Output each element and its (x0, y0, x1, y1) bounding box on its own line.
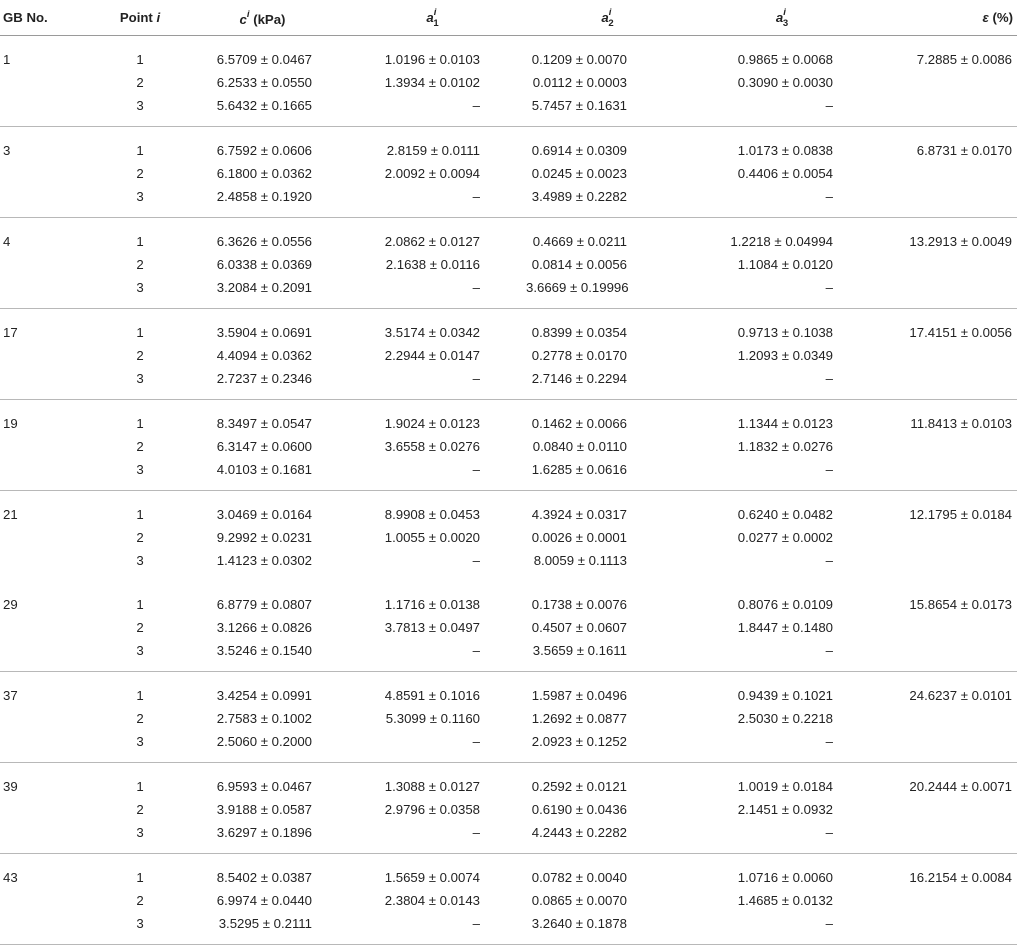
c-value-cell: 6.7592 ± 0.0606 (216, 143, 312, 158)
a1-value-cell: 8.9908 ± 0.0453 (384, 507, 480, 522)
point-cell: 2 (136, 439, 144, 454)
a1-value-cell: 2.8159 ± 0.0111 (386, 143, 480, 158)
table-row (0, 526, 1017, 549)
c-value-cell: 6.8779 ± 0.0807 (216, 597, 312, 612)
point-cell: 1 (136, 143, 144, 158)
a1-value-cell: 1.3088 ± 0.0127 (384, 779, 480, 794)
a3-value-cell: 0.8076 ± 0.0109 (737, 597, 833, 612)
gb-number-cell: 1 (3, 52, 11, 67)
a1-value-cell: 1.0196 ± 0.0103 (384, 52, 480, 67)
point-cell: 3 (100, 276, 180, 309)
header-a2: $a^i_2$ (520, 0, 695, 36)
a3-value-cell: 0.9865 ± 0.0068 (737, 52, 833, 67)
a1-value-cell: – (345, 367, 520, 400)
a2-value-cell: 0.6190 ± 0.0436 (531, 802, 627, 817)
point-cell: 3 (100, 458, 180, 491)
table-row (0, 730, 1017, 763)
a1-value-cell: 1.3934 ± 0.0102 (384, 75, 480, 90)
a1-value-cell: – (345, 458, 520, 491)
gb-number-cell (0, 912, 100, 945)
epsilon-cell (869, 707, 1017, 730)
gb-number-cell (0, 639, 100, 672)
a2-value-cell: 0.6914 ± 0.0309 (531, 143, 627, 158)
table-row (0, 185, 1017, 218)
epsilon-cell: 13.2913 ± 0.0049 (909, 234, 1012, 249)
epsilon-cell (869, 526, 1017, 549)
table-row (0, 707, 1017, 730)
table-row (0, 435, 1017, 458)
point-cell: 2 (136, 530, 144, 545)
point-cell: 1 (136, 870, 144, 885)
a3-value-cell: 1.0716 ± 0.0060 (737, 870, 833, 885)
epsilon-cell (869, 185, 1017, 218)
c-value-cell: 6.2533 ± 0.0550 (216, 75, 312, 90)
point-cell: 3 (100, 821, 180, 854)
gb-number-cell (0, 526, 100, 549)
gb-number-cell (0, 889, 100, 912)
c-value-cell: 3.2084 ± 0.2091 (180, 276, 345, 309)
a1-value-cell: 1.0055 ± 0.0020 (384, 530, 480, 545)
header-a3: $a^i_3$ (695, 0, 869, 36)
gb-number-cell (0, 616, 100, 639)
c-value-cell: 6.9974 ± 0.0440 (216, 893, 312, 908)
point-cell: 1 (136, 234, 144, 249)
a3-value-cell: 0.9439 ± 0.1021 (737, 688, 833, 703)
table-row (0, 127, 1017, 163)
header-point: Point i (100, 0, 180, 36)
a3-value-cell: 1.1832 ± 0.0276 (737, 439, 833, 454)
table-row (0, 639, 1017, 672)
point-cell: 2 (136, 711, 144, 726)
c-value-cell: 2.7237 ± 0.2346 (180, 367, 345, 400)
c-value-cell: 3.6297 ± 0.1896 (180, 821, 345, 854)
epsilon-cell (869, 616, 1017, 639)
point-cell: 1 (136, 507, 144, 522)
epsilon-cell (869, 798, 1017, 821)
a2-value-cell: 0.2778 ± 0.0170 (531, 348, 627, 363)
c-value-cell: 9.2992 ± 0.0231 (216, 530, 312, 545)
gb-number-cell (0, 821, 100, 854)
a3-value-cell: 1.1344 ± 0.0123 (737, 416, 833, 431)
epsilon-cell (869, 94, 1017, 127)
a2-value-cell: 3.5659 ± 0.1611 (520, 639, 695, 672)
a3-value-cell: 1.0019 ± 0.0184 (737, 779, 833, 794)
a2-value-cell: 0.0112 ± 0.0003 (532, 75, 627, 90)
table-row (0, 71, 1017, 94)
gb-number-cell (0, 435, 100, 458)
gb-number-cell: 3 (3, 143, 11, 158)
epsilon-cell (869, 821, 1017, 854)
point-cell: 2 (136, 348, 144, 363)
a3-value-cell: – (695, 458, 869, 491)
table-row (0, 491, 1017, 527)
a1-value-cell: – (472, 553, 480, 568)
a3-value-cell: – (825, 553, 833, 568)
a2-value-cell: 2.7146 ± 0.2294 (520, 367, 695, 400)
a3-value-cell: 1.1084 ± 0.0120 (737, 257, 833, 272)
epsilon-cell (869, 912, 1017, 945)
a1-value-cell: 2.0862 ± 0.0127 (384, 234, 480, 249)
c-value-cell: 6.9593 ± 0.0467 (216, 779, 312, 794)
a2-value-cell: 0.0814 ± 0.0056 (531, 257, 627, 272)
a2-value-cell: 0.1209 ± 0.0070 (531, 52, 627, 67)
a3-value-cell: – (695, 639, 869, 672)
a1-value-cell: 2.0092 ± 0.0094 (384, 166, 480, 181)
c-value-cell: 6.3147 ± 0.0600 (216, 439, 312, 454)
table-row (0, 549, 1017, 581)
a2-value-cell: 8.0059 ± 0.1113 (533, 553, 627, 568)
c-value-cell: 1.4123 ± 0.0302 (216, 553, 312, 568)
gb-number-cell (0, 94, 100, 127)
a3-value-cell: – (695, 821, 869, 854)
a1-value-cell: 3.6558 ± 0.0276 (384, 439, 480, 454)
c-value-cell: 3.4254 ± 0.0991 (216, 688, 312, 703)
a1-value-cell: 1.5659 ± 0.0074 (384, 870, 480, 885)
point-cell: 1 (136, 416, 144, 431)
epsilon-cell (869, 253, 1017, 276)
gb-number-cell (0, 730, 100, 763)
a2-value-cell: 0.0245 ± 0.0023 (531, 166, 627, 181)
c-value-cell: 2.7583 ± 0.1002 (216, 711, 312, 726)
table-row (0, 672, 1017, 708)
a1-value-cell: – (345, 730, 520, 763)
a3-value-cell: 1.0173 ± 0.0838 (737, 143, 833, 158)
a2-value-cell: 3.4989 ± 0.2282 (520, 185, 695, 218)
epsilon-cell (869, 639, 1017, 672)
point-cell: 3 (100, 94, 180, 127)
a2-value-cell: 4.2443 ± 0.2282 (520, 821, 695, 854)
header-row (0, 0, 1017, 36)
epsilon-cell (869, 889, 1017, 912)
point-cell: 2 (136, 257, 144, 272)
a2-value-cell: 2.0923 ± 0.1252 (520, 730, 695, 763)
c-value-cell: 6.3626 ± 0.0556 (216, 234, 312, 249)
table-row (0, 616, 1017, 639)
epsilon-cell: 15.8654 ± 0.0173 (909, 597, 1012, 612)
c-value-cell: 8.5402 ± 0.0387 (216, 870, 312, 885)
a2-value-cell: 1.5987 ± 0.0496 (531, 688, 627, 703)
table-row (0, 458, 1017, 491)
a2-value-cell: 3.6669 ± 0.19996 (520, 276, 695, 309)
a1-value-cell: 1.1716 ± 0.0138 (384, 597, 480, 612)
a1-value-cell: – (345, 912, 520, 945)
a1-value-cell: – (345, 821, 520, 854)
gb-number-cell (0, 71, 100, 94)
c-value-cell: 3.5246 ± 0.1540 (180, 639, 345, 672)
a2-value-cell: 0.4669 ± 0.0211 (532, 234, 627, 249)
epsilon-cell (869, 71, 1017, 94)
a3-value-cell: 0.9713 ± 0.1038 (737, 325, 833, 340)
a3-value-cell: – (695, 912, 869, 945)
table-row (0, 854, 1017, 890)
gb-number-cell (0, 185, 100, 218)
c-value-cell: 3.5295 ± 0.2111 (180, 912, 345, 945)
gb-number-cell (0, 367, 100, 400)
epsilon-cell: 11.8413 ± 0.0103 (910, 416, 1012, 431)
a3-value-cell: 0.6240 ± 0.0482 (737, 507, 833, 522)
a1-value-cell: 2.9796 ± 0.0358 (384, 802, 480, 817)
gb-number-cell: 21 (3, 507, 18, 522)
table-row (0, 309, 1017, 345)
gb-number-cell (0, 458, 100, 491)
a2-value-cell: 5.7457 ± 0.1631 (520, 94, 695, 127)
c-value-cell: 6.1800 ± 0.0362 (216, 166, 312, 181)
c-value-cell: 6.5709 ± 0.0467 (216, 52, 312, 67)
gb-number-cell: 39 (3, 779, 18, 794)
a3-value-cell: – (695, 185, 869, 218)
a3-value-cell: 2.1451 ± 0.0932 (737, 802, 833, 817)
point-cell: 2 (136, 75, 144, 90)
epsilon-cell: 7.2885 ± 0.0086 (916, 52, 1012, 67)
gb-number-cell: 43 (3, 870, 18, 885)
table-row (0, 218, 1017, 254)
gb-number-cell: 19 (3, 416, 18, 431)
a1-value-cell: – (345, 94, 520, 127)
epsilon-cell (869, 367, 1017, 400)
c-value-cell: 4.0103 ± 0.1681 (180, 458, 345, 491)
point-cell: 3 (100, 367, 180, 400)
point-cell: 1 (136, 779, 144, 794)
a2-value-cell: 0.0865 ± 0.0070 (531, 893, 627, 908)
a2-value-cell: 4.3924 ± 0.0317 (531, 507, 627, 522)
epsilon-cell: 6.8731 ± 0.0170 (916, 143, 1012, 158)
table-row (0, 367, 1017, 400)
a1-value-cell: 5.3099 ± 0.1160 (385, 711, 480, 726)
a2-value-cell: 3.2640 ± 0.1878 (520, 912, 695, 945)
gb-number-cell (0, 253, 100, 276)
a3-value-cell: 0.0277 ± 0.0002 (737, 530, 833, 545)
table-row (0, 36, 1017, 72)
gb-number-cell: 37 (3, 688, 18, 703)
epsilon-cell: 12.1795 ± 0.0184 (909, 507, 1012, 522)
c-value-cell: 8.3497 ± 0.0547 (216, 416, 312, 431)
c-value-cell: 5.6432 ± 0.1665 (180, 94, 345, 127)
a1-value-cell: 2.2944 ± 0.0147 (384, 348, 480, 363)
a2-value-cell: 0.8399 ± 0.0354 (531, 325, 627, 340)
point-cell: 3 (136, 553, 144, 568)
gb-number-cell (0, 549, 100, 581)
a3-value-cell: 2.5030 ± 0.2218 (737, 711, 833, 726)
table-row (0, 276, 1017, 309)
c-value-cell: 6.0338 ± 0.0369 (216, 257, 312, 272)
table-row (0, 344, 1017, 367)
a2-value-cell: 1.2692 ± 0.0877 (531, 711, 627, 726)
a1-value-cell: 1.9024 ± 0.0123 (384, 416, 480, 431)
table-row (0, 162, 1017, 185)
header-a1: $a^i_1$ (345, 0, 520, 36)
a3-value-cell: 0.3090 ± 0.0030 (737, 75, 833, 90)
a3-value-cell: 1.2218 ± 0.04994 (730, 234, 833, 249)
table-row (0, 400, 1017, 436)
epsilon-cell: 24.6237 ± 0.0101 (909, 688, 1012, 703)
point-cell: 3 (100, 639, 180, 672)
a2-value-cell: 0.2592 ± 0.0121 (531, 779, 627, 794)
c-value-cell: 2.4858 ± 0.1920 (180, 185, 345, 218)
gb-number-cell (0, 344, 100, 367)
a3-value-cell: 1.2093 ± 0.0349 (737, 348, 833, 363)
point-cell: 1 (136, 688, 144, 703)
gb-number-cell (0, 276, 100, 309)
epsilon-cell (869, 435, 1017, 458)
c-value-cell: 3.0469 ± 0.0164 (216, 507, 312, 522)
gb-number-cell (0, 162, 100, 185)
a3-value-cell: 1.8447 ± 0.1480 (737, 620, 833, 635)
a1-value-cell: – (345, 276, 520, 309)
a3-value-cell: – (695, 367, 869, 400)
a3-value-cell: 0.4406 ± 0.0054 (737, 166, 833, 181)
gb-number-cell: 29 (3, 597, 18, 612)
table-row (0, 821, 1017, 854)
table-row (0, 798, 1017, 821)
epsilon-cell: 20.2444 ± 0.0071 (909, 779, 1012, 794)
a3-value-cell: – (695, 276, 869, 309)
a3-value-cell: – (695, 94, 869, 127)
a1-value-cell: – (345, 639, 520, 672)
a2-value-cell: 0.0026 ± 0.0001 (531, 530, 627, 545)
point-cell: 3 (100, 912, 180, 945)
table-row (0, 253, 1017, 276)
point-cell: 2 (136, 802, 144, 817)
c-value-cell: 3.9188 ± 0.0587 (216, 802, 312, 817)
a1-value-cell: 3.7813 ± 0.0497 (384, 620, 480, 635)
epsilon-cell (869, 730, 1017, 763)
point-cell: 2 (136, 893, 144, 908)
epsilon-cell (869, 276, 1017, 309)
a2-value-cell: 1.6285 ± 0.0616 (520, 458, 695, 491)
gb-number-cell: 17 (3, 325, 18, 340)
a2-value-cell: 0.1738 ± 0.0076 (531, 597, 627, 612)
epsilon-cell (869, 549, 1017, 581)
a2-value-cell: 0.0782 ± 0.0040 (531, 870, 627, 885)
a2-value-cell: 0.1462 ± 0.0066 (531, 416, 627, 431)
point-cell: 1 (136, 597, 144, 612)
point-cell: 1 (136, 325, 144, 340)
point-cell: 2 (136, 620, 144, 635)
epsilon-cell (869, 458, 1017, 491)
table-header (0, 0, 1017, 36)
table-row (0, 763, 1017, 799)
point-cell: 3 (100, 730, 180, 763)
a1-value-cell: 2.1638 ± 0.0116 (385, 257, 480, 272)
point-cell: 3 (100, 185, 180, 218)
c-value-cell: 3.1266 ± 0.0826 (216, 620, 312, 635)
table-row (0, 581, 1017, 616)
table-row (0, 94, 1017, 127)
gb-number-cell (0, 707, 100, 730)
table-row (0, 889, 1017, 912)
c-value-cell: 4.4094 ± 0.0362 (216, 348, 312, 363)
epsilon-cell: 16.2154 ± 0.0084 (909, 870, 1012, 885)
point-cell: 1 (136, 52, 144, 67)
a1-value-cell: – (345, 185, 520, 218)
epsilon-cell (869, 162, 1017, 185)
point-cell: 2 (136, 166, 144, 181)
a1-value-cell: 2.3804 ± 0.0143 (384, 893, 480, 908)
header-ci: $c^i$ (kPa) (180, 0, 345, 36)
header-epsilon: ε (%) (869, 0, 1017, 36)
table-row (0, 912, 1017, 945)
a3-value-cell: 1.4685 ± 0.0132 (737, 893, 833, 908)
c-value-cell: 3.5904 ± 0.0691 (216, 325, 312, 340)
gb-number-cell: 4 (3, 234, 11, 249)
a1-value-cell: 4.8591 ± 0.1016 (384, 688, 480, 703)
epsilon-cell (869, 344, 1017, 367)
a3-value-cell: – (695, 730, 869, 763)
a2-value-cell: 0.0840 ± 0.0110 (532, 439, 627, 454)
a1-value-cell: 3.5174 ± 0.0342 (384, 325, 480, 340)
c-value-cell: 2.5060 ± 0.2000 (180, 730, 345, 763)
a2-value-cell: 0.4507 ± 0.0607 (531, 620, 627, 635)
table-body (0, 36, 1017, 945)
header-gb-no: GB No. (0, 0, 100, 36)
gb-number-cell (0, 798, 100, 821)
epsilon-cell: 17.4151 ± 0.0056 (909, 325, 1012, 340)
